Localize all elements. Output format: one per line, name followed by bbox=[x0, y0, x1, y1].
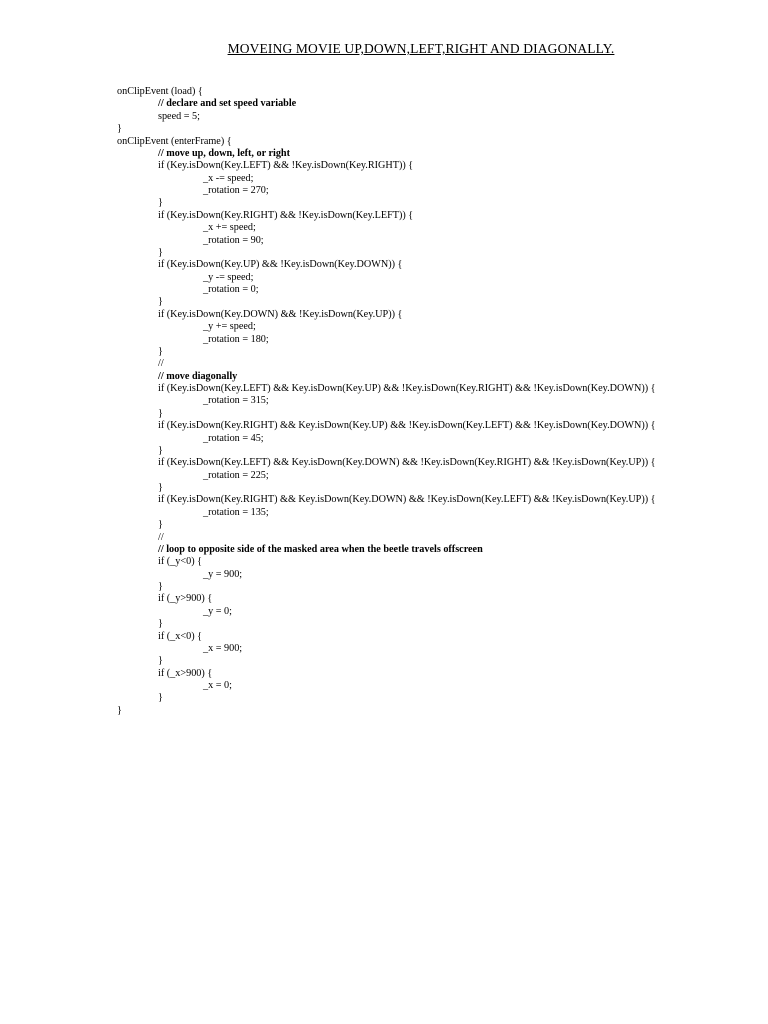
code-line: _rotation = 90; bbox=[203, 234, 264, 246]
code-listing bbox=[117, 86, 757, 717]
code-line: } bbox=[158, 482, 163, 493]
code-line: _y = 900; bbox=[203, 568, 243, 580]
code-line: } bbox=[158, 618, 163, 630]
code-line: onClipEvent (load) { bbox=[117, 86, 203, 97]
code-line: _rotation = 270; bbox=[203, 185, 269, 196]
code-line: if (_x<0) { bbox=[158, 630, 203, 642]
code-line: if (_y<0) { bbox=[158, 556, 203, 568]
code-line: _x = 0; bbox=[203, 680, 232, 691]
code-line: } bbox=[158, 581, 163, 592]
code-line: } bbox=[117, 123, 122, 135]
code-line: } bbox=[158, 692, 163, 704]
code-line: } bbox=[158, 197, 163, 209]
code-line: } bbox=[117, 704, 122, 716]
code-line: if (Key.isDown(Key.LEFT) && Key.isDown(Key.DOWN) && !Key.isDown(Key.RIGHT) && !Key.isDown(Key.UP)) { bbox=[158, 457, 656, 469]
code-line: if (_y>900) { bbox=[158, 593, 213, 605]
code-line: _y = 0; bbox=[203, 605, 232, 617]
code-comment-line: // loop to opposite side of the masked area when the beetle travels offscreen bbox=[158, 543, 483, 555]
code-line: _x += speed; bbox=[203, 222, 256, 234]
code-line: if (Key.isDown(Key.LEFT) && Key.isDown(Key.UP) && !Key.isDown(Key.RIGHT) && !Key.isDown(Key.DOWN)) { bbox=[158, 383, 656, 394]
code-line: if (_x>900) { bbox=[158, 667, 213, 679]
code-line: if (Key.isDown(Key.UP) && !Key.isDown(Key.DOWN)) { bbox=[158, 259, 403, 271]
code-comment-line: // move diagonally bbox=[158, 370, 238, 382]
code-line: if (Key.isDown(Key.RIGHT) && Key.isDown(Key.UP) && !Key.isDown(Key.LEFT) && !Key.isDown(Key.DOWN)) { bbox=[158, 420, 656, 432]
code-line: _rotation = 135; bbox=[203, 506, 269, 518]
code-line: _rotation = 0; bbox=[203, 284, 259, 295]
code-line: _y += speed; bbox=[203, 321, 256, 333]
code-line: } bbox=[158, 296, 163, 308]
code-line: } bbox=[158, 407, 163, 419]
code-comment-line: // move up, down, left, or right bbox=[158, 147, 290, 159]
code-line: // bbox=[158, 531, 164, 543]
code-line: if (Key.isDown(Key.DOWN) && !Key.isDown(Key.UP)) { bbox=[158, 308, 403, 320]
code-line: } bbox=[158, 345, 163, 357]
code-line: _rotation = 180; bbox=[203, 333, 269, 345]
code-line: onClipEvent (enterFrame) { bbox=[117, 135, 232, 147]
code-line: if (Key.isDown(Key.LEFT) && !Key.isDown(Key.RIGHT)) { bbox=[158, 160, 414, 172]
code-line: } bbox=[158, 519, 163, 531]
code-line: } bbox=[158, 444, 163, 456]
code-line: } bbox=[158, 655, 163, 667]
code-line: _x = 900; bbox=[203, 642, 243, 654]
code-line: speed = 5; bbox=[158, 110, 200, 122]
code-line: _rotation = 225; bbox=[203, 469, 269, 481]
code-line: _rotation = 45; bbox=[203, 432, 264, 444]
code-line: _rotation = 315; bbox=[203, 395, 269, 407]
document-title: MOVEING MOVIE UP,DOWN,LEFT,RIGHT AND DIAGONALLY. bbox=[227, 41, 615, 56]
code-line: if (Key.isDown(Key.RIGHT) && Key.isDown(Key.DOWN) && !Key.isDown(Key.LEFT) && !Key.isDown(Key.UP)) { bbox=[158, 494, 656, 506]
code-line: } bbox=[158, 246, 163, 258]
code-line: _y -= speed; bbox=[203, 271, 254, 283]
code-comment-line: // declare and set speed variable bbox=[158, 98, 297, 110]
code-line: _x -= speed; bbox=[203, 172, 254, 184]
code-line: if (Key.isDown(Key.RIGHT) && !Key.isDown(Key.LEFT)) { bbox=[158, 209, 414, 221]
code-line: // bbox=[158, 358, 164, 370]
